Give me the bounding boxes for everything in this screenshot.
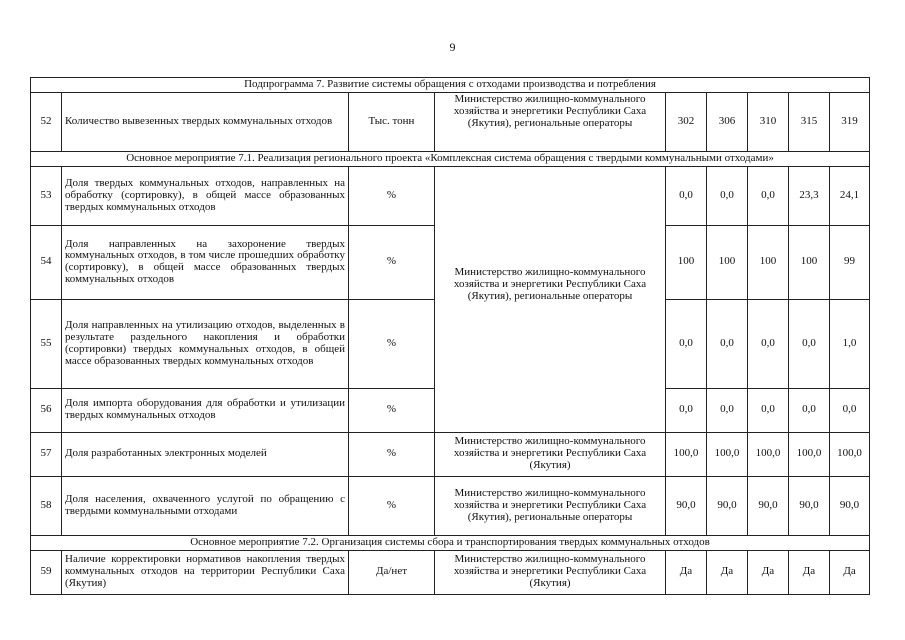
unit: % (349, 432, 435, 476)
table-row (31, 476, 870, 535)
value-cell: 90,0 (748, 476, 789, 535)
value-cell: 23,3 (789, 166, 830, 225)
value-cell: 0,0 (789, 388, 830, 432)
value-cell: 100,0 (830, 432, 870, 476)
value-cell: 1,0 (830, 299, 870, 388)
row-number: 52 (31, 92, 62, 151)
value-cell: 0,0 (707, 299, 748, 388)
indicator-name: Доля твердых коммунальных отходов, направленных на обработку (сортировку), в общей массе образованных твердых коммунальных отходов (62, 166, 349, 225)
table-row (31, 550, 870, 594)
value-cell: 315 (789, 92, 830, 151)
section-row (31, 151, 870, 166)
value-cell: 0,0 (666, 388, 707, 432)
value-cell: 24,1 (830, 166, 870, 225)
row-number: 53 (31, 166, 62, 225)
value-cell: 100 (666, 225, 707, 299)
value-cell: 302 (666, 92, 707, 151)
responsible-org: Министерство жилищно-коммунального хозяйства и энергетики Республики Саха (Якутия), региональные операторы (435, 92, 666, 151)
responsible-org-merged: Министерство жилищно-коммунального хозяйства и энергетики Республики Саха (Якутия), региональные операторы (435, 166, 666, 432)
value-cell: 90,0 (707, 476, 748, 535)
value-cell: 99 (830, 225, 870, 299)
value-cell: Да (830, 550, 870, 594)
value-cell: Да (666, 550, 707, 594)
section-title: Основное мероприятие 7.1. Реализация регионального проекта «Комплексная система обращения с твердыми коммунальными отходами» (31, 151, 870, 166)
value-cell: 100,0 (666, 432, 707, 476)
value-cell: 100 (707, 225, 748, 299)
subprogram-title: Подпрограмма 7. Развитие системы обращения с отходами производства и потребления (31, 78, 870, 93)
value-cell: 0,0 (748, 388, 789, 432)
value-cell: 90,0 (666, 476, 707, 535)
unit: % (349, 388, 435, 432)
value-cell: Да (707, 550, 748, 594)
responsible-org: Министерство жилищно-коммунального хозяйства и энергетики Республики Саха (Якутия) (435, 432, 666, 476)
value-cell: 0,0 (789, 299, 830, 388)
row-number: 55 (31, 299, 62, 388)
value-cell: 100 (789, 225, 830, 299)
value-cell: Да (748, 550, 789, 594)
value-cell: 100,0 (748, 432, 789, 476)
indicator-name: Наличие корректировки нормативов накопления твердых коммунальных отходов на территории Республики Саха (Якутия) (62, 550, 349, 594)
unit: Да/нет (349, 550, 435, 594)
indicator-name: Доля разработанных электронных моделей (62, 432, 349, 476)
value-cell: 0,0 (748, 299, 789, 388)
value-cell: 0,0 (748, 166, 789, 225)
unit: % (349, 476, 435, 535)
page-number: 9 (449, 40, 456, 54)
value-cell: 90,0 (789, 476, 830, 535)
indicators-table (30, 77, 870, 595)
indicator-name: Количество вывезенных твердых коммунальных отходов (62, 92, 349, 151)
value-cell: 0,0 (666, 299, 707, 388)
row-number: 54 (31, 225, 62, 299)
value-cell: 90,0 (830, 476, 870, 535)
table-row (31, 166, 870, 225)
table-row (31, 432, 870, 476)
unit: Тыс. тонн (349, 92, 435, 151)
responsible-org: Министерство жилищно-коммунального хозяйства и энергетики Республики Саха (Якутия), региональные операторы (435, 476, 666, 535)
row-number: 56 (31, 388, 62, 432)
indicator-name: Доля направленных на утилизацию отходов, выделенных в результате раздельного накопления и обработки (сортировки) твердых коммунальных отходов, в общей массе образованных твердых коммунальных отходов (62, 299, 349, 388)
subprogram-row (31, 78, 870, 93)
value-cell: 100 (748, 225, 789, 299)
value-cell: 319 (830, 92, 870, 151)
responsible-org: Министерство жилищно-коммунального хозяйства и энергетики Республики Саха (Якутия) (435, 550, 666, 594)
section-row (31, 535, 870, 550)
row-number: 57 (31, 432, 62, 476)
row-number: 58 (31, 476, 62, 535)
indicator-name: Доля населения, охваченного услугой по обращению с твердыми коммунальными отходами (62, 476, 349, 535)
section-title: Основное мероприятие 7.2. Организация системы сбора и транспортирования твердых коммунальных отходов (31, 535, 870, 550)
unit: % (349, 225, 435, 299)
value-cell: Да (789, 550, 830, 594)
value-cell: 0,0 (830, 388, 870, 432)
value-cell: 100,0 (707, 432, 748, 476)
indicator-name: Доля направленных на захоронение твердых коммунальных отходов, в том числе прошедших обработку (сортировку), в общей массе образованных твердых коммунальных отходов (62, 225, 349, 299)
value-cell: 0,0 (707, 388, 748, 432)
value-cell: 310 (748, 92, 789, 151)
row-number: 59 (31, 550, 62, 594)
value-cell: 100,0 (789, 432, 830, 476)
table-row (31, 92, 870, 151)
unit: % (349, 166, 435, 225)
unit: % (349, 299, 435, 388)
value-cell: 306 (707, 92, 748, 151)
value-cell: 0,0 (666, 166, 707, 225)
indicator-name: Доля импорта оборудования для обработки и утилизации твердых коммунальных отходов (62, 388, 349, 432)
value-cell: 0,0 (707, 166, 748, 225)
